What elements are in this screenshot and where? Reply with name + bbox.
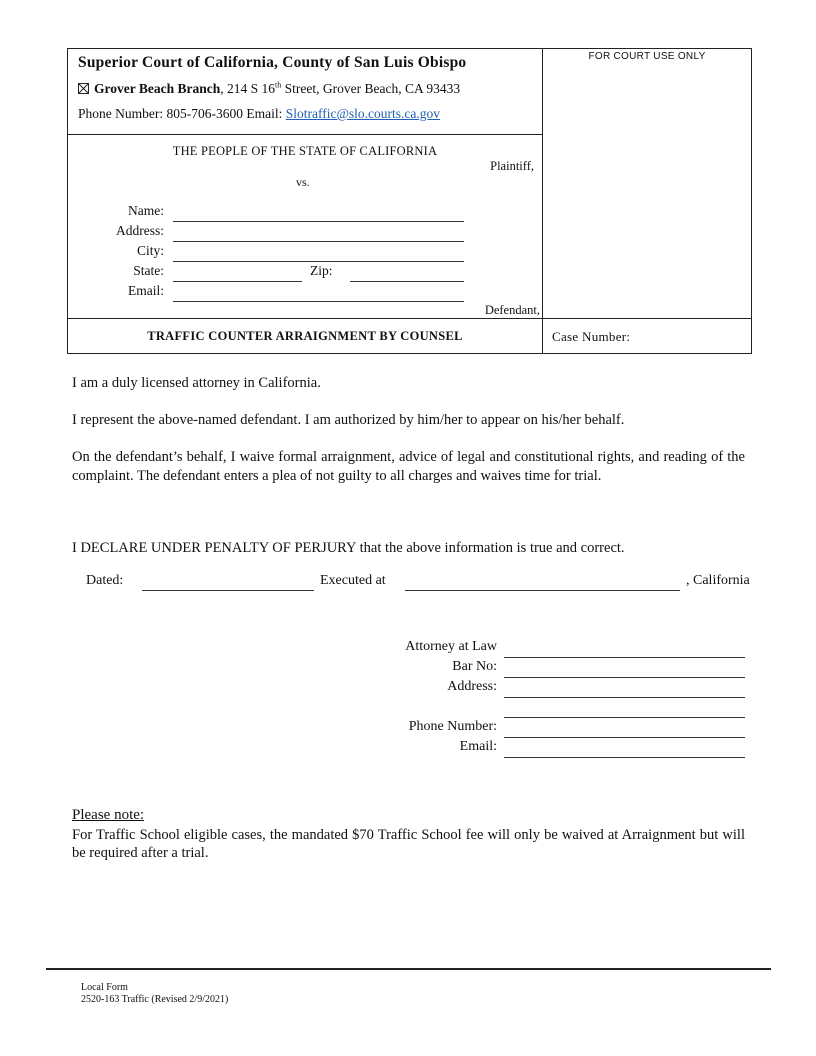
- city-field[interactable]: [173, 261, 464, 262]
- branch-address-pre: , 214 S 16: [220, 81, 276, 96]
- executed-location-field[interactable]: [405, 590, 680, 591]
- executed-label: Executed at: [320, 573, 386, 588]
- phone-line: [78, 106, 440, 122]
- branch-address-sup: th: [275, 80, 282, 90]
- california-label: , California: [686, 573, 750, 588]
- dated-label: Dated:: [86, 573, 124, 588]
- footer-divider: [46, 968, 771, 970]
- note-text: For Traffic School eligible cases, the mandated $70 Traffic School fee will only be waived at Arraignment but will be required after a trial.: [72, 827, 745, 861]
- attorney-address-field[interactable]: [504, 697, 745, 698]
- court-use-label: FOR COURT USE ONLY: [588, 51, 706, 62]
- note-heading: Please note:: [72, 807, 145, 823]
- form-title: TRAFFIC COUNTER ARRAIGNMENT BY COUNSEL: [147, 329, 463, 343]
- attorney-email-field[interactable]: [504, 757, 745, 758]
- attorney-phone-label: Phone Number:: [408, 719, 497, 734]
- plaintiff-label: Plaintiff,: [490, 159, 534, 173]
- state-label: State:: [133, 263, 164, 278]
- attorney-name-field[interactable]: [504, 657, 745, 658]
- email-label: Email:: [128, 283, 164, 298]
- zip-label: Zip:: [310, 263, 333, 278]
- dated-field[interactable]: [142, 590, 314, 591]
- attorney-email-label: Email:: [459, 739, 497, 754]
- attorney-address-field-2[interactable]: [504, 717, 745, 718]
- waiver-statement: On the defendant’s behalf, I waive formal arraignment, advice of legal and constitutional rights, and reading of the complaint. The defendant enters a plea of not guilty to all charges and waives time for trial.: [72, 449, 745, 484]
- people-label: THE PEOPLE OF THE STATE OF CALIFORNIA: [172, 144, 438, 158]
- attorney-label: Attorney at Law: [405, 639, 497, 654]
- defendant-label: Defendant,: [484, 303, 540, 317]
- state-field[interactable]: [173, 281, 302, 282]
- bar-number-label: Bar No:: [452, 659, 497, 674]
- bar-number-field[interactable]: [504, 677, 745, 678]
- name-field[interactable]: [173, 221, 464, 222]
- case-number-label: Case Number:: [552, 329, 631, 344]
- checked-box-icon[interactable]: [78, 83, 89, 94]
- form-title-cell: [67, 318, 543, 354]
- vs-label: vs.: [296, 175, 310, 189]
- email-link[interactable]: Slotraffic@slo.courts.ca.gov: [285, 106, 441, 121]
- parties-cell: [67, 134, 543, 319]
- attorney-phone-field[interactable]: [504, 737, 745, 738]
- perjury-declaration: I DECLARE UNDER PENALTY OF PERJURY that the above information is true and correct.: [72, 540, 625, 556]
- branch-address-post: Street, Grover Beach, CA 93433: [281, 81, 461, 96]
- case-number-cell[interactable]: [542, 318, 752, 354]
- representation-statement: I represent the above-named defendant. I am authorized by him/her to appear on his/her behalf.: [72, 412, 625, 428]
- name-label: Name:: [128, 203, 164, 218]
- court-use-cell: [542, 48, 752, 319]
- address-label: Address:: [116, 223, 164, 238]
- footer-local-form: Local Form: [81, 982, 128, 993]
- footer-form-number: 2520-163 Traffic (Revised 2/9/2021): [81, 994, 229, 1005]
- email-field[interactable]: [173, 301, 464, 302]
- attorney-address-label: Address:: [447, 679, 497, 694]
- attorney-statement: I am a duly licensed attorney in California.: [72, 375, 321, 391]
- branch-line: [78, 81, 460, 97]
- address-field[interactable]: [173, 241, 464, 242]
- phone-label: Phone Number: 805-706-3600 Email:: [78, 106, 286, 121]
- city-label: City:: [136, 243, 164, 258]
- court-info-cell: [67, 48, 543, 135]
- branch-name: Grover Beach Branch: [94, 81, 221, 96]
- zip-field[interactable]: [350, 281, 464, 282]
- court-name: Superior Court of California, County of San Luis Obispo: [78, 54, 467, 71]
